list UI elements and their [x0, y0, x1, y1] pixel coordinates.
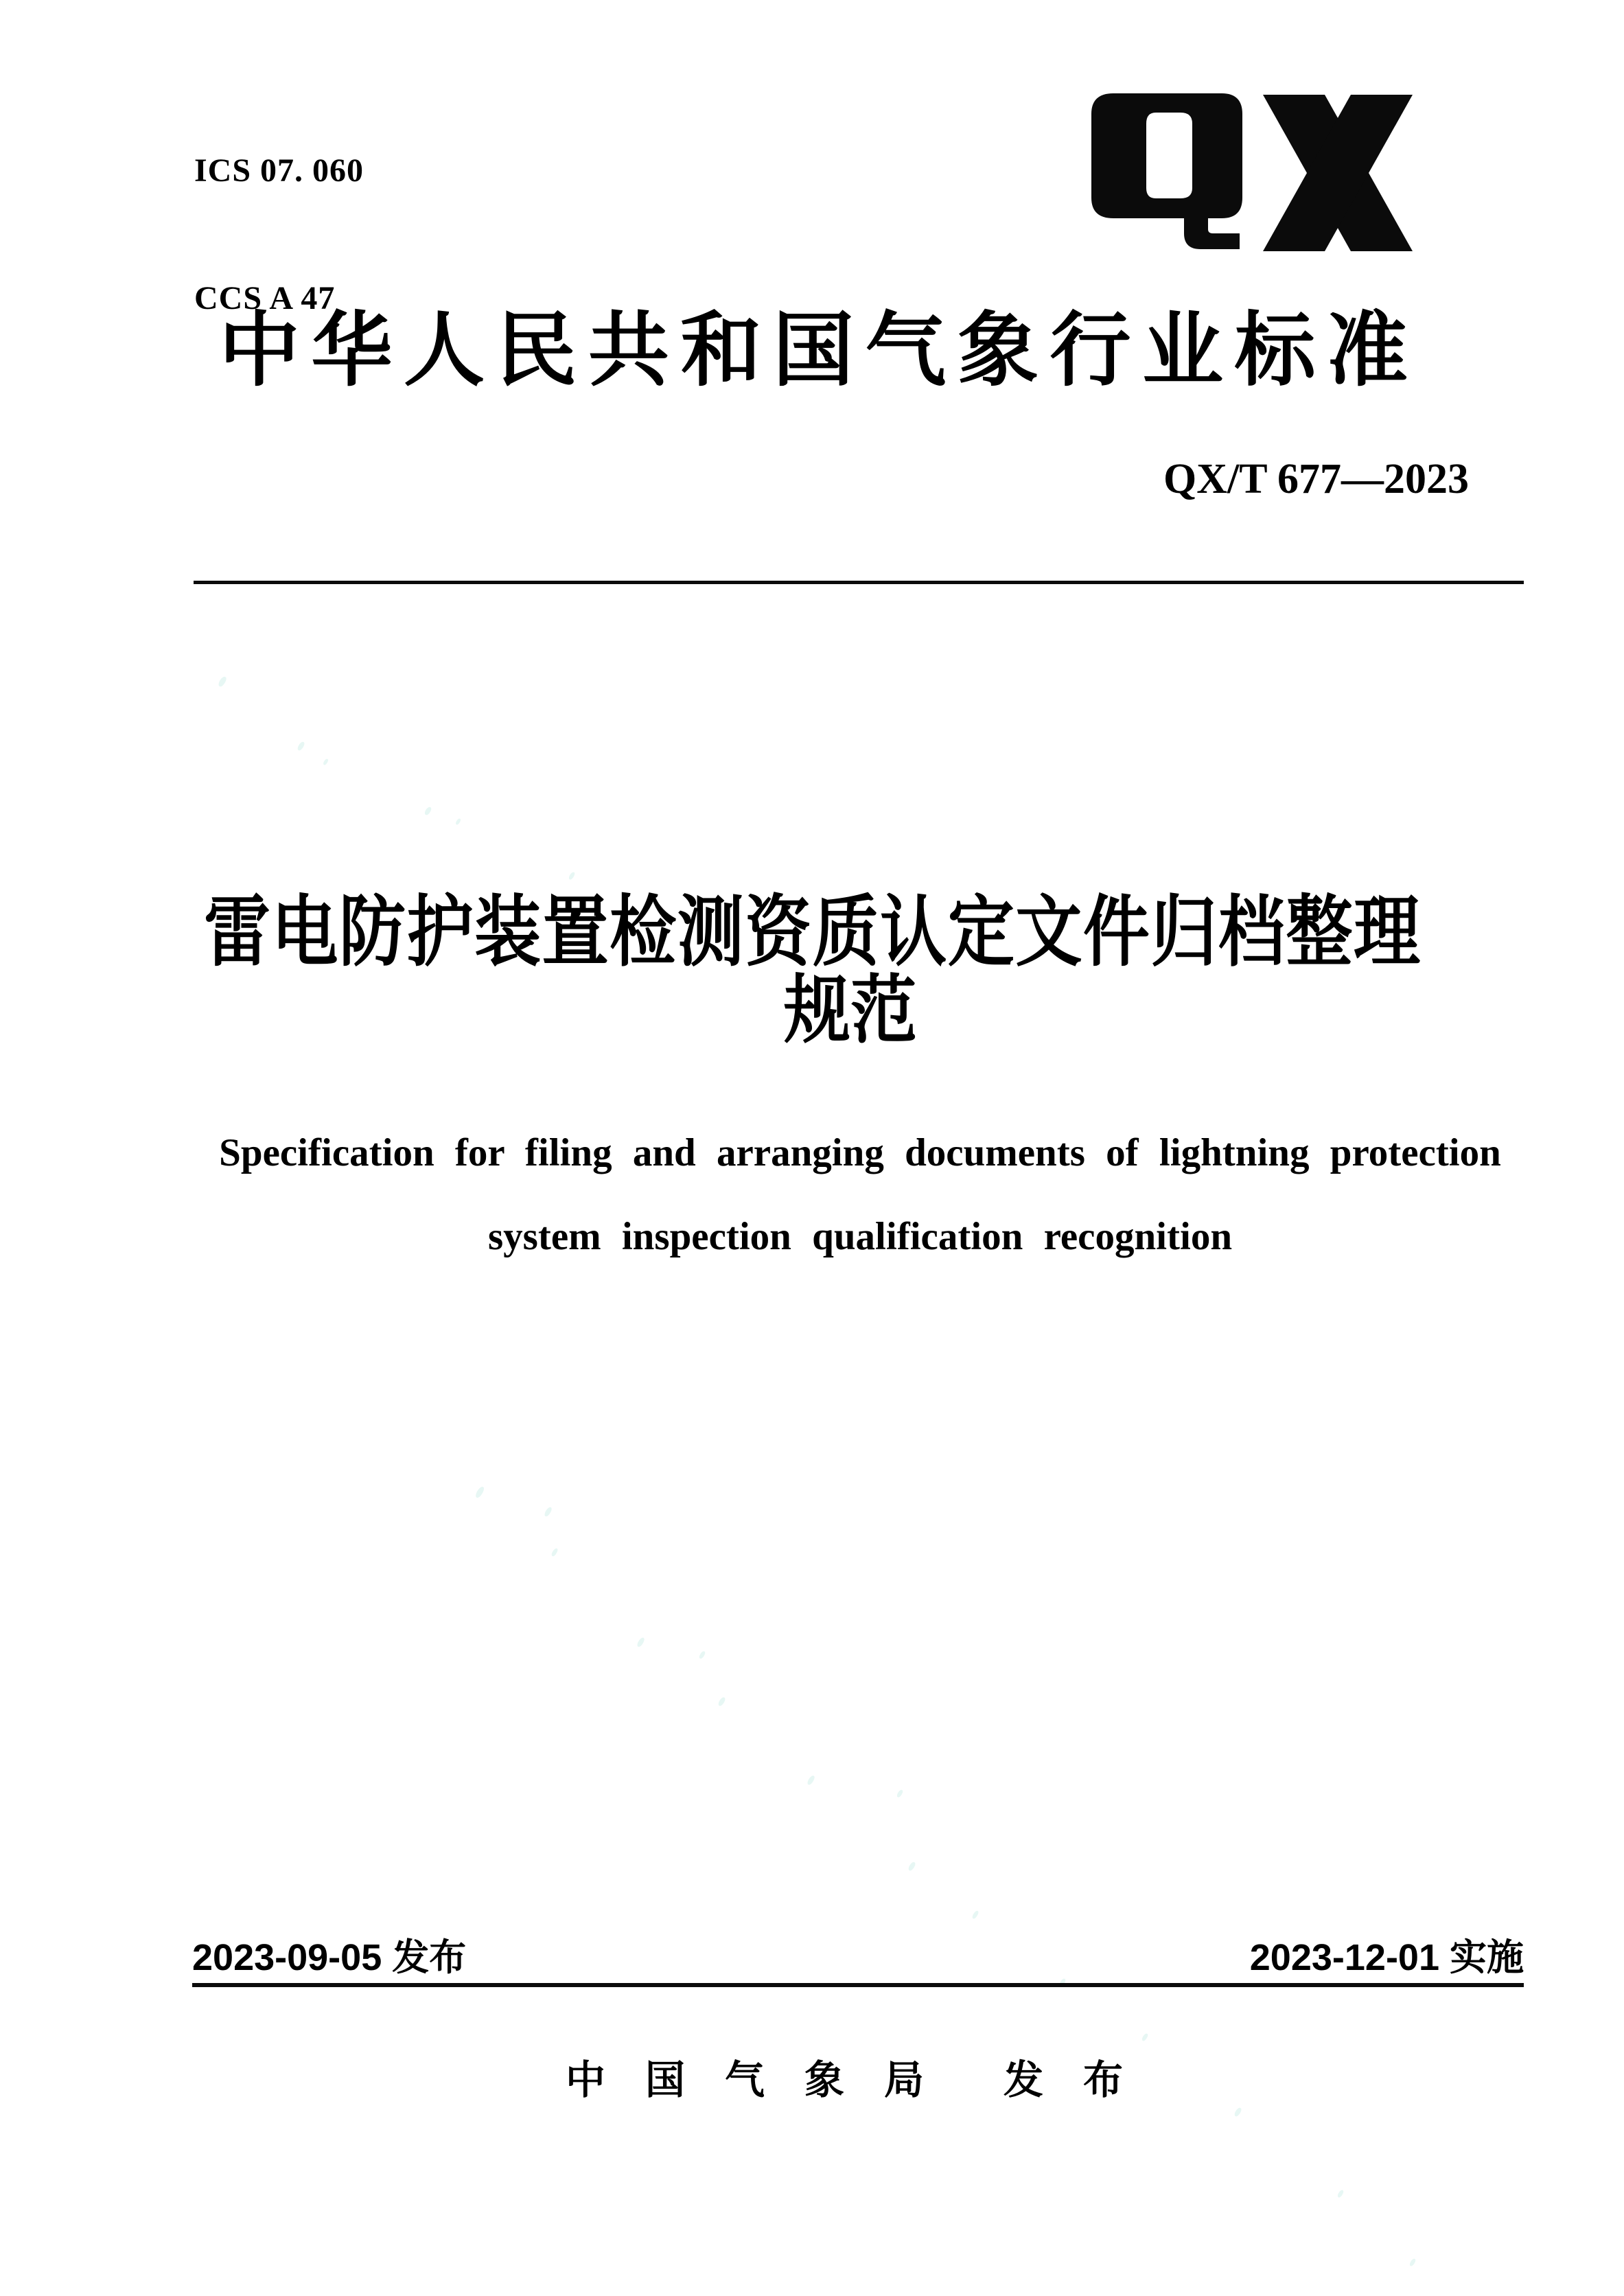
standard-title-line2: 规范 — [784, 968, 917, 1052]
qx-logo — [1090, 91, 1414, 257]
header-title: 中华人民共和国气象行业标准 — [219, 306, 1408, 396]
publisher: 中 国 气 象 局 发 布 — [566, 2058, 1124, 2102]
issue-date: 2023-09-05 发布 — [192, 1937, 467, 1978]
ics-code: ICS 07. 060 — [194, 152, 364, 189]
footer-rule — [192, 1983, 1524, 1987]
implementation-date: 2023-12-01 实施 — [1249, 1937, 1524, 1978]
ccs-code: CCS A 47 — [194, 280, 336, 316]
english-title-line2: system inspection qualification recognition — [487, 1215, 1233, 1258]
english-title-line1: Specification for filing and arranging documents of lightning protection — [219, 1131, 1501, 1174]
header-rule — [194, 581, 1524, 584]
standard-title-line1: 雷电防护装置检测资质认定文件归档整理 — [204, 888, 1420, 975]
standard-number: QX/T 677—2023 — [1163, 456, 1469, 502]
